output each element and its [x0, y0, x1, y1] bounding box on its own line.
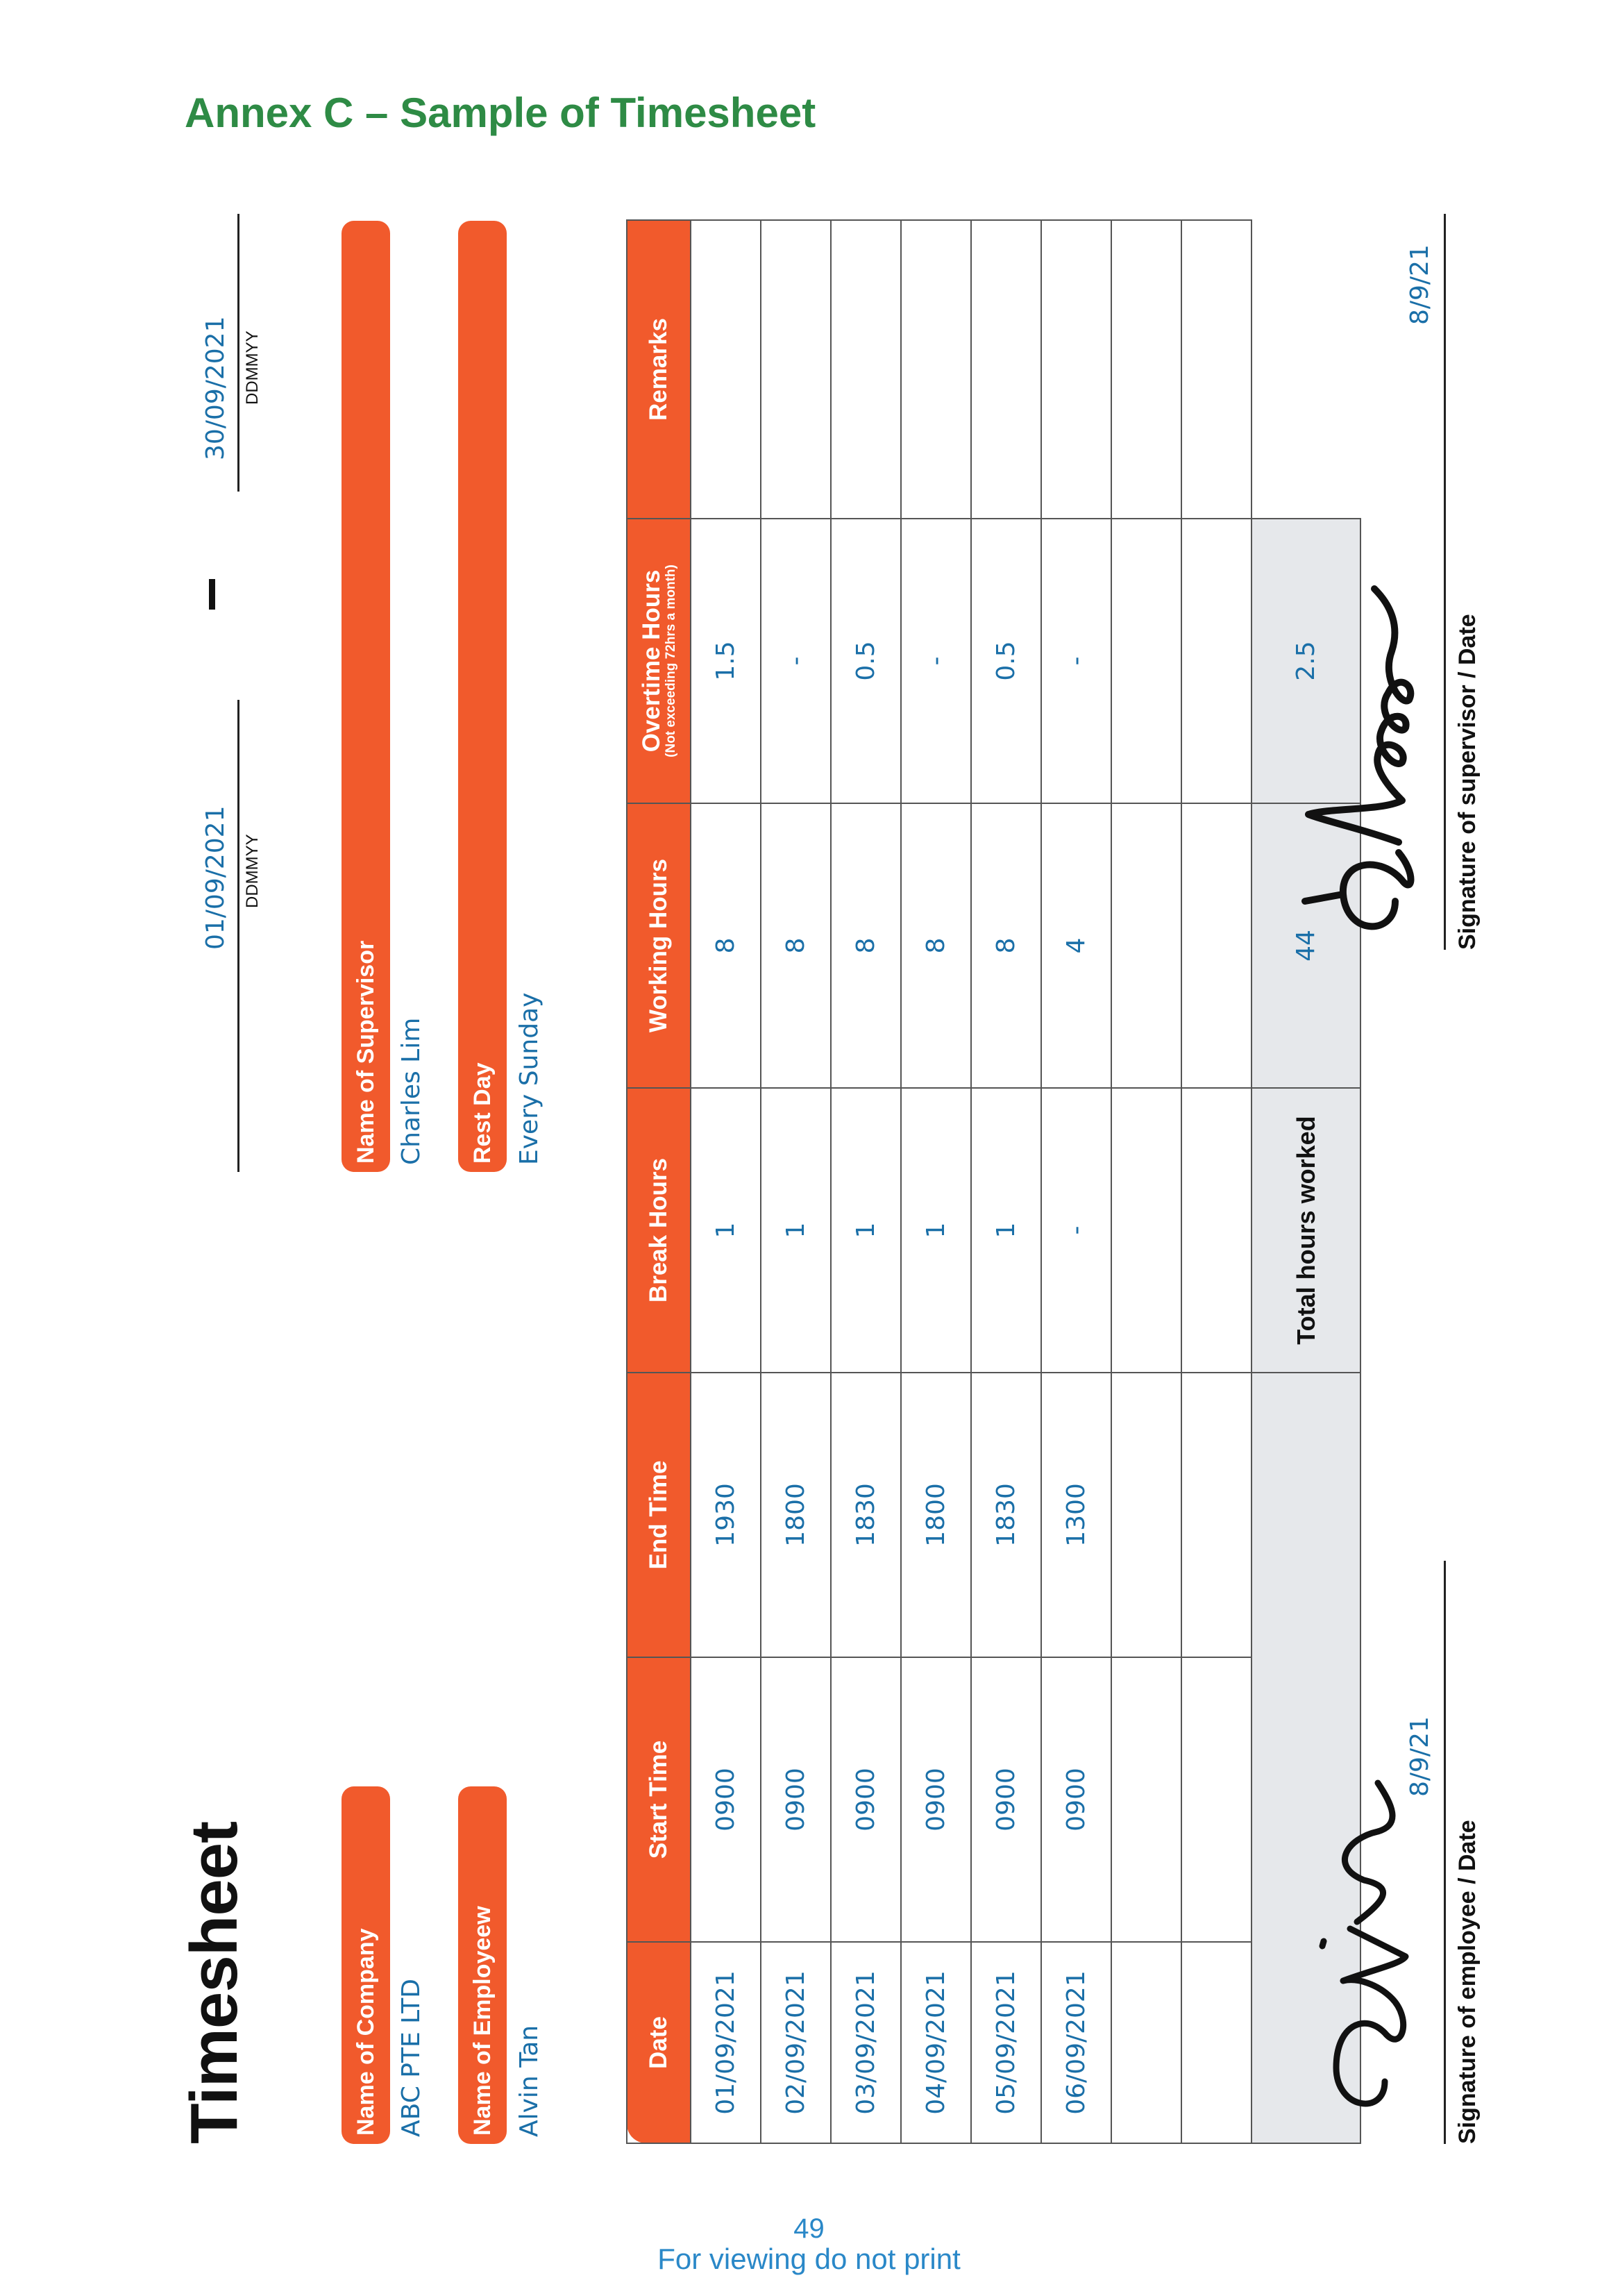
supervisor-signature-icon	[1277, 478, 1437, 978]
period-separator	[209, 579, 215, 610]
cell-date: 04/09/2021	[901, 1942, 971, 2143]
header-overtime-label: Overtime Hours	[638, 569, 665, 753]
period-end-line	[237, 214, 239, 492]
table-row	[1111, 220, 1181, 2143]
cell-overtime	[1111, 519, 1181, 803]
timesheet-form	[177, 214, 1481, 2144]
cell-working	[1111, 803, 1181, 1088]
cell-remarks	[691, 220, 761, 519]
cell-end	[1181, 1373, 1252, 1657]
employee-signature-caption: Signature of employee / Date	[1454, 1820, 1481, 2144]
cell-break	[1181, 1088, 1252, 1373]
period-start-date: 01/09/2021	[201, 805, 230, 950]
period-start-format: DDMMYY	[243, 834, 262, 908]
cell-break: 1	[831, 1088, 901, 1373]
supervisor-value: Charles Lim	[397, 1017, 425, 1165]
cell-end: 1830	[971, 1373, 1041, 1657]
period-start-line	[237, 700, 239, 1172]
timesheet-title: Timesheet	[177, 1821, 251, 2144]
cell-working: 8	[761, 803, 831, 1088]
cell-overtime: 0.5	[831, 519, 901, 803]
total-overtime-hours: 2.5	[1252, 519, 1360, 803]
cell-date	[1181, 1942, 1252, 2143]
cell-overtime: 1.5	[691, 519, 761, 803]
annex-title: Annex C – Sample of Timesheet	[185, 90, 816, 136]
employee-signature-date: 8/9/21	[1406, 1716, 1434, 1797]
cell-start: 0900	[901, 1657, 971, 1942]
cell-overtime: -	[1041, 519, 1111, 803]
employee-signature-line	[1444, 1561, 1446, 2144]
cell-start: 0900	[691, 1657, 761, 1942]
cell-working: 4	[1041, 803, 1111, 1088]
cell-end	[1111, 1373, 1181, 1657]
cell-end: 1800	[761, 1373, 831, 1657]
cell-remarks	[831, 220, 901, 519]
employee-value: Alvin Tan	[515, 2025, 543, 2137]
table-row	[1181, 220, 1252, 2143]
cell-break: -	[1041, 1088, 1111, 1373]
page-number: 49	[793, 2213, 825, 2244]
cell-overtime: -	[761, 519, 831, 803]
table-row	[691, 220, 761, 2143]
header-end-time: End Time	[627, 1373, 691, 1657]
table-row	[1041, 220, 1111, 2143]
table-row	[971, 220, 1041, 2143]
header-overtime-hours	[627, 519, 691, 803]
cell-break: 1	[691, 1088, 761, 1373]
cell-start: 0900	[971, 1657, 1041, 1942]
header-remarks: Remarks	[627, 220, 691, 519]
cell-start: 0900	[761, 1657, 831, 1942]
company-value: ABC PTE LTD	[397, 1979, 425, 2137]
cell-date: 05/09/2021	[971, 1942, 1041, 2143]
cell-overtime: -	[901, 519, 971, 803]
cell-remarks	[1181, 220, 1252, 519]
cell-end: 1300	[1041, 1373, 1111, 1657]
cell-overtime	[1181, 519, 1252, 803]
cell-end: 1930	[691, 1373, 761, 1657]
cell-date	[1111, 1942, 1181, 2143]
cell-working	[1181, 803, 1252, 1088]
timesheet-table	[626, 219, 1361, 2144]
cell-break: 1	[971, 1088, 1041, 1373]
cell-remarks	[1041, 220, 1111, 519]
table-header-row	[627, 220, 691, 2143]
rest-day-label: Rest Day	[458, 221, 507, 1172]
cell-end: 1830	[831, 1373, 901, 1657]
total-label: Total hours worked	[1252, 1088, 1360, 1373]
header-working-hours: Working Hours	[627, 803, 691, 1088]
header-start-time: Start Time	[627, 1657, 691, 1942]
cell-remarks	[901, 220, 971, 519]
cell-working: 8	[901, 803, 971, 1088]
cell-start	[1181, 1657, 1252, 1942]
header-break-hours: Break Hours	[627, 1088, 691, 1373]
cell-overtime: 0.5	[971, 519, 1041, 803]
cell-remarks	[971, 220, 1041, 519]
cell-date: 03/09/2021	[831, 1942, 901, 2143]
footer-note: For viewing do not print	[657, 2243, 961, 2275]
cell-end: 1800	[901, 1373, 971, 1657]
cell-remarks	[1111, 220, 1181, 519]
cell-working: 8	[971, 803, 1041, 1088]
total-remarks-empty	[1252, 220, 1360, 519]
header-overtime-note: (Not exceeding 72hrs a month)	[664, 564, 678, 757]
cell-break: 1	[761, 1088, 831, 1373]
cell-date: 02/09/2021	[761, 1942, 831, 2143]
cell-start	[1111, 1657, 1181, 1942]
supervisor-signature-caption: Signature of supervisor / Date	[1454, 614, 1481, 950]
cell-remarks	[761, 220, 831, 519]
table-row	[831, 220, 901, 2143]
period-end-date: 30/09/2021	[201, 316, 230, 460]
table-row	[901, 220, 971, 2143]
cell-break: 1	[901, 1088, 971, 1373]
header-date: Date	[627, 1942, 691, 2143]
cell-date: 06/09/2021	[1041, 1942, 1111, 2143]
rest-day-value: Every Sunday	[515, 992, 543, 1165]
cell-start: 0900	[831, 1657, 901, 1942]
company-label: Name of Company	[342, 1786, 390, 2144]
supervisor-signature-date: 8/9/21	[1406, 244, 1434, 325]
cell-break	[1111, 1088, 1181, 1373]
total-working-hours: 44	[1252, 803, 1360, 1088]
cell-working: 8	[831, 803, 901, 1088]
supervisor-label: Name of Supervisor	[342, 221, 390, 1172]
supervisor-signature-line	[1444, 214, 1446, 950]
cell-start: 0900	[1041, 1657, 1111, 1942]
cell-working: 8	[691, 803, 761, 1088]
table-row	[761, 220, 831, 2143]
cell-date: 01/09/2021	[691, 1942, 761, 2143]
period-end-format: DDMMYY	[243, 330, 262, 405]
employee-label: Name of Employeew	[458, 1786, 507, 2144]
